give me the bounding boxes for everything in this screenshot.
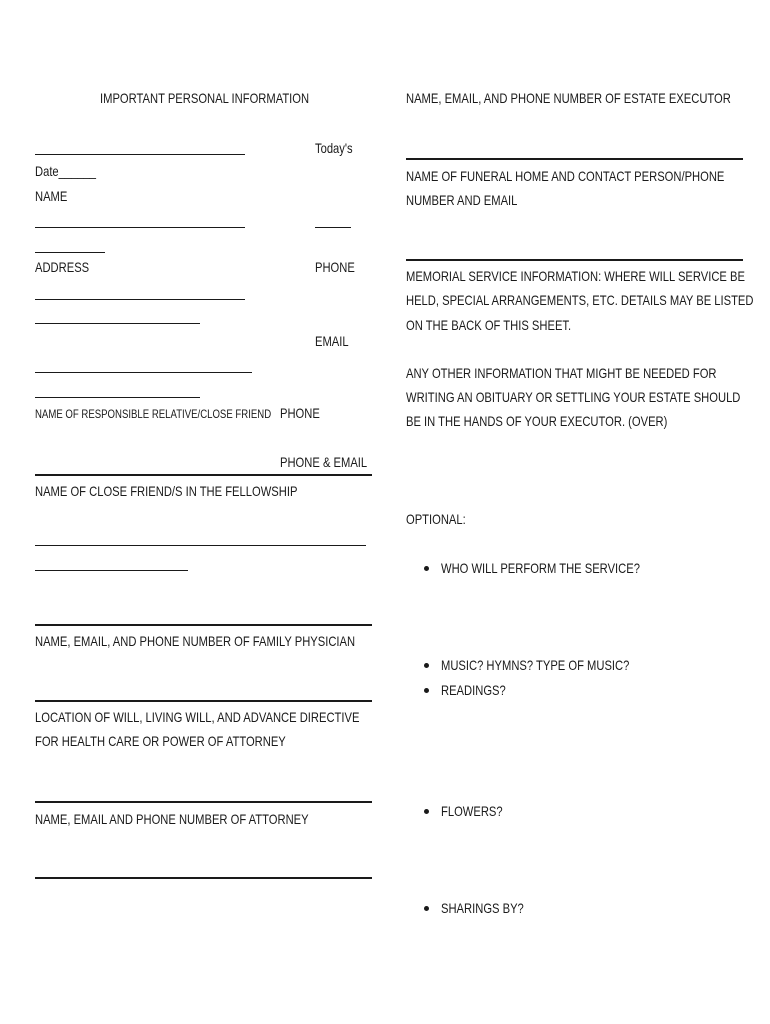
memorial-line1: MEMORIAL SERVICE INFORMATION: WHERE WILL SERVICE BE [406, 268, 745, 284]
address-label: ADDRESS [35, 259, 90, 275]
relative-label: NAME OF RESPONSIBLE RELATIVE/CLOSE FRIEND [35, 407, 272, 421]
section-rule [35, 700, 372, 702]
name-underline[interactable] [35, 154, 245, 155]
funeral-label-line1: NAME OF FUNERAL HOME AND CONTACT PERSON/PHONE [406, 168, 725, 184]
section-rule [35, 877, 372, 879]
will-label-line1: LOCATION OF WILL, LIVING WILL, AND ADVANCE DIRECTIVE [35, 709, 360, 725]
section-rule [35, 624, 372, 626]
todays-label: Today's [315, 140, 353, 156]
relative-underline[interactable] [35, 372, 252, 373]
address-underline-short[interactable] [35, 252, 105, 253]
memorial-line3: ON THE BACK OF THIS SHEET. [406, 317, 572, 333]
relative-phone-label: PHONE [280, 405, 320, 421]
section-rule [406, 259, 743, 261]
email-underline-short[interactable] [35, 323, 200, 324]
close-friends-label: NAME OF CLOSE FRIEND/S IN THE FELLOWSHIP [35, 483, 298, 499]
optional-label: OPTIONAL: [406, 511, 466, 527]
bullet-icon [424, 906, 429, 911]
memorial-line2: HELD, SPECIAL ARRANGEMENTS, ETC. DETAILS MAY BE LISTED [406, 292, 754, 308]
phone-underline[interactable] [315, 227, 351, 228]
email-label: EMAIL [315, 333, 349, 349]
other-info-line1: ANY OTHER INFORMATION THAT MIGHT BE NEEDED FOR [406, 365, 717, 381]
close-friends-underline[interactable] [35, 545, 366, 546]
date-label: Date______ [35, 163, 97, 179]
physician-label: NAME, EMAIL, AND PHONE NUMBER OF FAMILY PHYSICIAN [35, 633, 356, 649]
executor-label: NAME, EMAIL, AND PHONE NUMBER OF ESTATE EXECUTOR [406, 90, 731, 106]
funeral-label-line2: NUMBER AND EMAIL [406, 192, 518, 208]
other-info-line2: WRITING AN OBITUARY OR SETTLING YOUR ESTATE SHOULD [406, 389, 741, 405]
phone-email-label: PHONE & EMAIL [280, 454, 368, 470]
bullet-item-flowers: FLOWERS? [441, 803, 503, 819]
bullet-item-readings: READINGS? [441, 682, 506, 698]
form-title: IMPORTANT PERSONAL INFORMATION [100, 90, 310, 106]
bullet-item-officiant: WHO WILL PERFORM THE SERVICE? [441, 560, 640, 576]
close-friends-underline-short[interactable] [35, 570, 188, 571]
email-underline[interactable] [35, 299, 245, 300]
bullet-icon [424, 688, 429, 693]
bullet-item-sharings: SHARINGS BY? [441, 900, 524, 916]
bullet-icon [424, 809, 429, 814]
address-underline[interactable] [35, 227, 245, 228]
bullet-icon [424, 663, 429, 668]
section-rule [35, 801, 372, 803]
bullet-icon [424, 566, 429, 571]
section-rule [406, 158, 743, 160]
name-label: NAME [35, 188, 68, 204]
other-info-line3: BE IN THE HANDS OF YOUR EXECUTOR. (OVER) [406, 413, 668, 429]
will-label-line2: FOR HEALTH CARE OR POWER OF ATTORNEY [35, 733, 286, 749]
bullet-item-music: MUSIC? HYMNS? TYPE OF MUSIC? [441, 657, 630, 673]
section-rule [35, 474, 372, 476]
attorney-label: NAME, EMAIL AND PHONE NUMBER OF ATTORNEY [35, 811, 309, 827]
relative-underline-short[interactable] [35, 397, 200, 398]
phone-label: PHONE [315, 259, 355, 275]
